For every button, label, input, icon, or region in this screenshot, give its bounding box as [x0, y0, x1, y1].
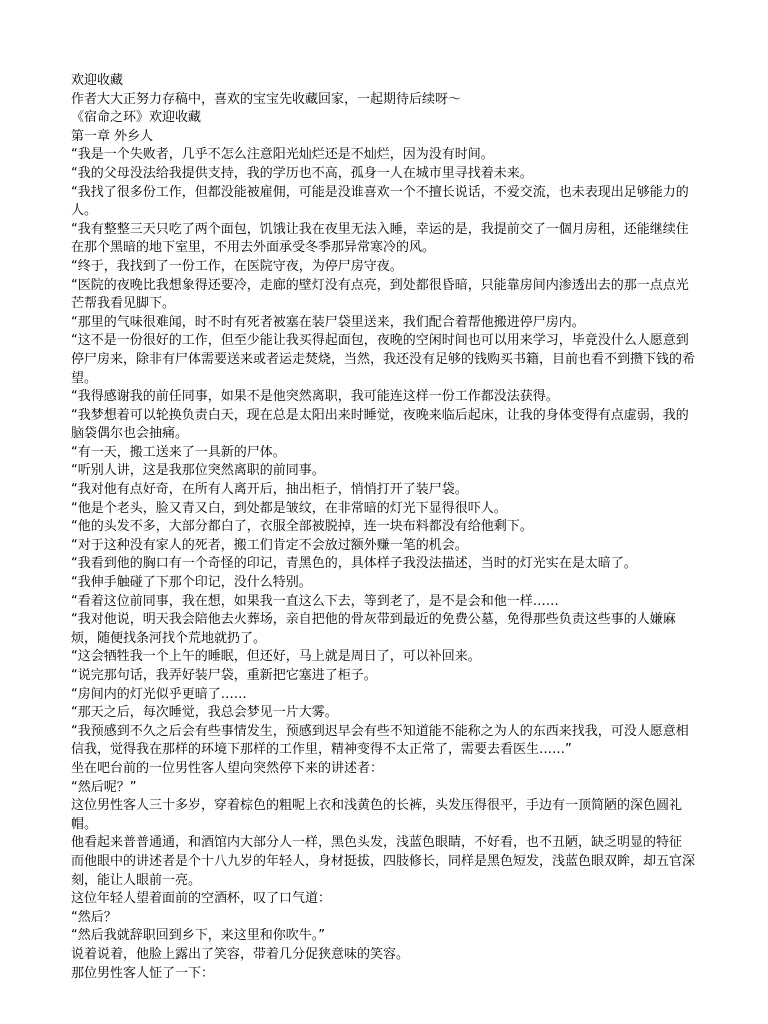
- paragraph: “然后我就辞职回到乡下，来这里和你吹牛。”: [71, 928, 325, 944]
- paragraph: “我是一个失败者，几乎不怎么注意阳光灿烂还是不灿烂，因为没有时间。: [71, 147, 494, 163]
- paragraph: “说完那句话，我弄好装尸袋，重新把它塞进了柜子。: [71, 668, 377, 683]
- paragraph: 说着说着，他脸上露出了笑容，带着几分促狭意味的笑容。: [71, 946, 410, 962]
- paragraph: “然后呢？”: [71, 779, 137, 795]
- paragraph: 他看起来普普通通，和酒馆内大部分人一样，黑色头发，浅蓝色眼睛，不好看，也不丑陋，缺乏明显的特征: [71, 835, 683, 851]
- text-line-author-note: 作者大大正努力存稿中，喜欢的宝宝先收藏回家，一起期待后续呀～: [71, 91, 462, 107]
- paragraph: “我有整整三天只吃了两个面包，饥饿让我在夜里无法入睡，幸运的是，我提前交了一個月房租，还能继续住在那个黑暗的地下室里，不用去外面承受冬季那异常寒冷的风。: [71, 221, 689, 256]
- paragraph: 坐在吧台前的一位男性客人望向突然停下来的讲述者：: [71, 760, 384, 776]
- paragraph: “我得感谢我的前任同事，如果不是他突然离职，我可能连这样一份工作都没法获得。: [71, 389, 559, 405]
- paragraph: 而他眼中的讲述者是个十八九岁的年轻人，身材挺拔，四肢修长，同样是黑色短发，浅蓝色眼双眸，却五官深刻，能让人眼前一亮。: [71, 853, 696, 888]
- paragraph: “他的头发不多，大部分都白了，衣服全部被脱掉，连一块布料都没有给他剩下。: [71, 519, 533, 535]
- paragraph: “房间内的灯光似乎更暗了……: [71, 686, 247, 702]
- paragraph: “那天之后，每次睡觉，我总会梦见一片大雾。: [71, 705, 338, 721]
- paragraph: “我找了很多份工作，但都没能被雇佣，可能是没谁喜欢一个不擅长说话，不爱交流，也未表现出足够能力的人。: [71, 184, 689, 219]
- paragraph: “我对他说，明天我会陪他去火葬场，亲自把他的骨灰带到最近的免费公墓，免得那些负责这些事的人嫌麻烦，随便找条河找个荒地就扔了。: [71, 612, 676, 646]
- paragraph: “医院的夜晚比我想象得还要冷，走廊的壁灯没有点亮，到处都很昏暗，只能靠房间内渗透出去的那一点点光芒帮我看见脚下。: [71, 277, 689, 312]
- chapter-title: 第一章 外乡人: [71, 128, 154, 144]
- paragraph: “我对他有点好奇，在所有人离开后，抽出柜子，悄悄打开了装尸袋。: [71, 482, 468, 498]
- document-page: [71, 72, 701, 983]
- paragraph: “我梦想着可以轮换负责白天，现在总是太阳出来时睡觉，夜晚来临后起床，让我的身体变得有点虚弱，我的脑袋偶尔也会抽痛。: [71, 407, 689, 442]
- paragraph: “我的父母没法给我提供支持，我的学历也不高，孤身一人在城市里寻找着未来。: [71, 165, 533, 181]
- paragraph: “他是个老头，脸又青又白，到处都是皱纹，在非常暗的灯光下显得很吓人。: [71, 500, 507, 516]
- paragraph: “有一天，搬工送来了一具新的尸体。: [71, 444, 286, 460]
- paragraph: “对于这种没有家人的死者，搬工们肯定不会放过额外赚一笔的机会。: [71, 537, 468, 553]
- paragraph: 这位年轻人望着面前的空酒杯，叹了口气道：: [71, 891, 332, 907]
- text-line-book-title: 《宿命之环》欢迎收藏: [71, 110, 202, 126]
- paragraph: 那位男性客人怔了一下：: [71, 965, 215, 981]
- paragraph: 这位男性客人三十多岁，穿着棕色的粗呢上衣和浅黄色的长裤，头发压得很平，手边有一顶简陋的深色圆礼帽。: [71, 798, 683, 832]
- text-line-welcome: 欢迎收藏: [71, 73, 124, 88]
- paragraph: “我预感到不久之后会有些事情发生，预感到迟早会有些不知道能不能称之为人的东西来找我，可没人愿意相信我，觉得我在那样的环境下那样的工作里，精神变得不太正常了，需要去看医生……”: [71, 723, 689, 758]
- paragraph: “终于，我找到了一份工作，在医院守夜，为停尸房守夜。: [71, 258, 403, 274]
- paragraph: “这不是一份很好的工作，但至少能让我买得起面包，夜晚的空闲时间也可以用来学习，毕竟没什么人愿意到停尸房来，除非有尸体需要送来或者运走焚烧，当然，我还没有足够的钱购买书籍，目前也看不到攒下钱的希望。: [71, 333, 696, 386]
- paragraph: “我看到他的胸口有一个奇怪的印记，青黑色的，具体样子我没法描述，当时的灯光实在是太暗了。: [71, 556, 637, 572]
- paragraph: “我伸手触碰了下那个印记，没什么特别。: [71, 575, 312, 591]
- paragraph: “看着这位前同事，我在想，如果我一直这么下去，等到老了，是不是会和他一样……: [71, 593, 559, 609]
- paragraph: “这会牺牲我一个上午的睡眠，但还好，马上就是周日了，可以补回来。: [71, 649, 481, 665]
- paragraph: “听别人讲，这是我那位突然离职的前同事。: [71, 463, 325, 479]
- paragraph: “那里的气味很难闻，时不时有死者被塞在装尸袋里送来，我们配合着帮他搬进停尸房内。: [71, 314, 585, 330]
- paragraph: “然后？: [71, 909, 117, 925]
